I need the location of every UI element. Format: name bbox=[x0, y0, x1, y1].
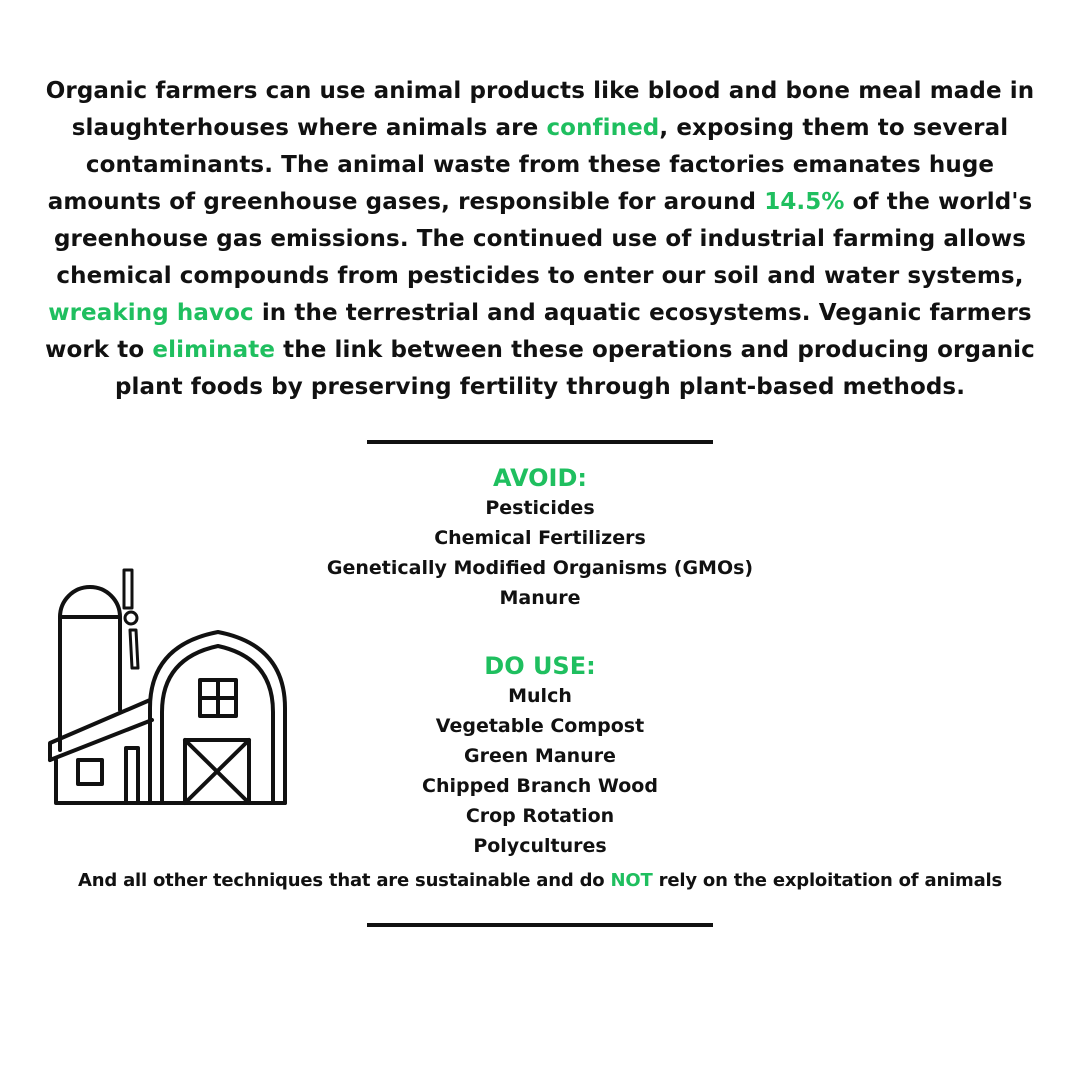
do-use-item: Polycultures bbox=[473, 835, 607, 857]
highlight-percent: 14.5% bbox=[764, 189, 845, 215]
avoid-title: AVOID: bbox=[493, 464, 587, 492]
do-use-item: Green Manure bbox=[464, 745, 616, 767]
intro-text: in the terrestrial and aquatic ecosystems. Veganic farmers work to bbox=[45, 300, 1032, 363]
avoid-item: Manure bbox=[499, 587, 581, 609]
intro-text: , exposing them to several contaminants. The animal waste from these factories emanates huge amounts of greenhouse gases, responsible for around bbox=[47, 115, 1009, 215]
divider-top bbox=[367, 440, 713, 444]
footer-text: And all other techniques that are sustainable and do bbox=[77, 870, 611, 891]
avoid-item: Pesticides bbox=[485, 497, 595, 519]
intro-paragraph bbox=[40, 73, 1040, 406]
footer-note bbox=[0, 866, 1080, 896]
avoid-item: Chemical Fertilizers bbox=[434, 527, 646, 549]
highlight-eliminate: eliminate bbox=[152, 337, 276, 363]
divider-bottom bbox=[367, 923, 713, 927]
do-use-item: Vegetable Compost bbox=[435, 715, 645, 737]
avoid-item: Genetically Modified Organisms (GMOs) bbox=[326, 557, 754, 579]
highlight-confined: confined bbox=[546, 115, 660, 141]
highlight-not: NOT bbox=[610, 870, 653, 891]
do-use-title: DO USE: bbox=[484, 652, 596, 680]
intro-text: of the world's greenhouse gas emissions. The continued use of industrial farming allows chemical compounds from pesticides to enter our soil and water systems, bbox=[53, 189, 1033, 289]
footer-text: rely on the exploitation of animals bbox=[652, 870, 1003, 891]
barn-icon bbox=[40, 560, 300, 820]
highlight-wreaking-havoc: wreaking havoc bbox=[48, 300, 254, 326]
do-use-item: Crop Rotation bbox=[465, 805, 615, 827]
do-use-item: Mulch bbox=[508, 685, 572, 707]
intro-text: Organic farmers can use animal products like blood and bone meal made in slaughterhouses where animals are bbox=[45, 78, 1035, 141]
do-use-item: Chipped Branch Wood bbox=[422, 775, 658, 797]
intro-text: the link between these operations and producing organic plant foods by preserving fertility through plant-based methods. bbox=[114, 337, 1035, 400]
